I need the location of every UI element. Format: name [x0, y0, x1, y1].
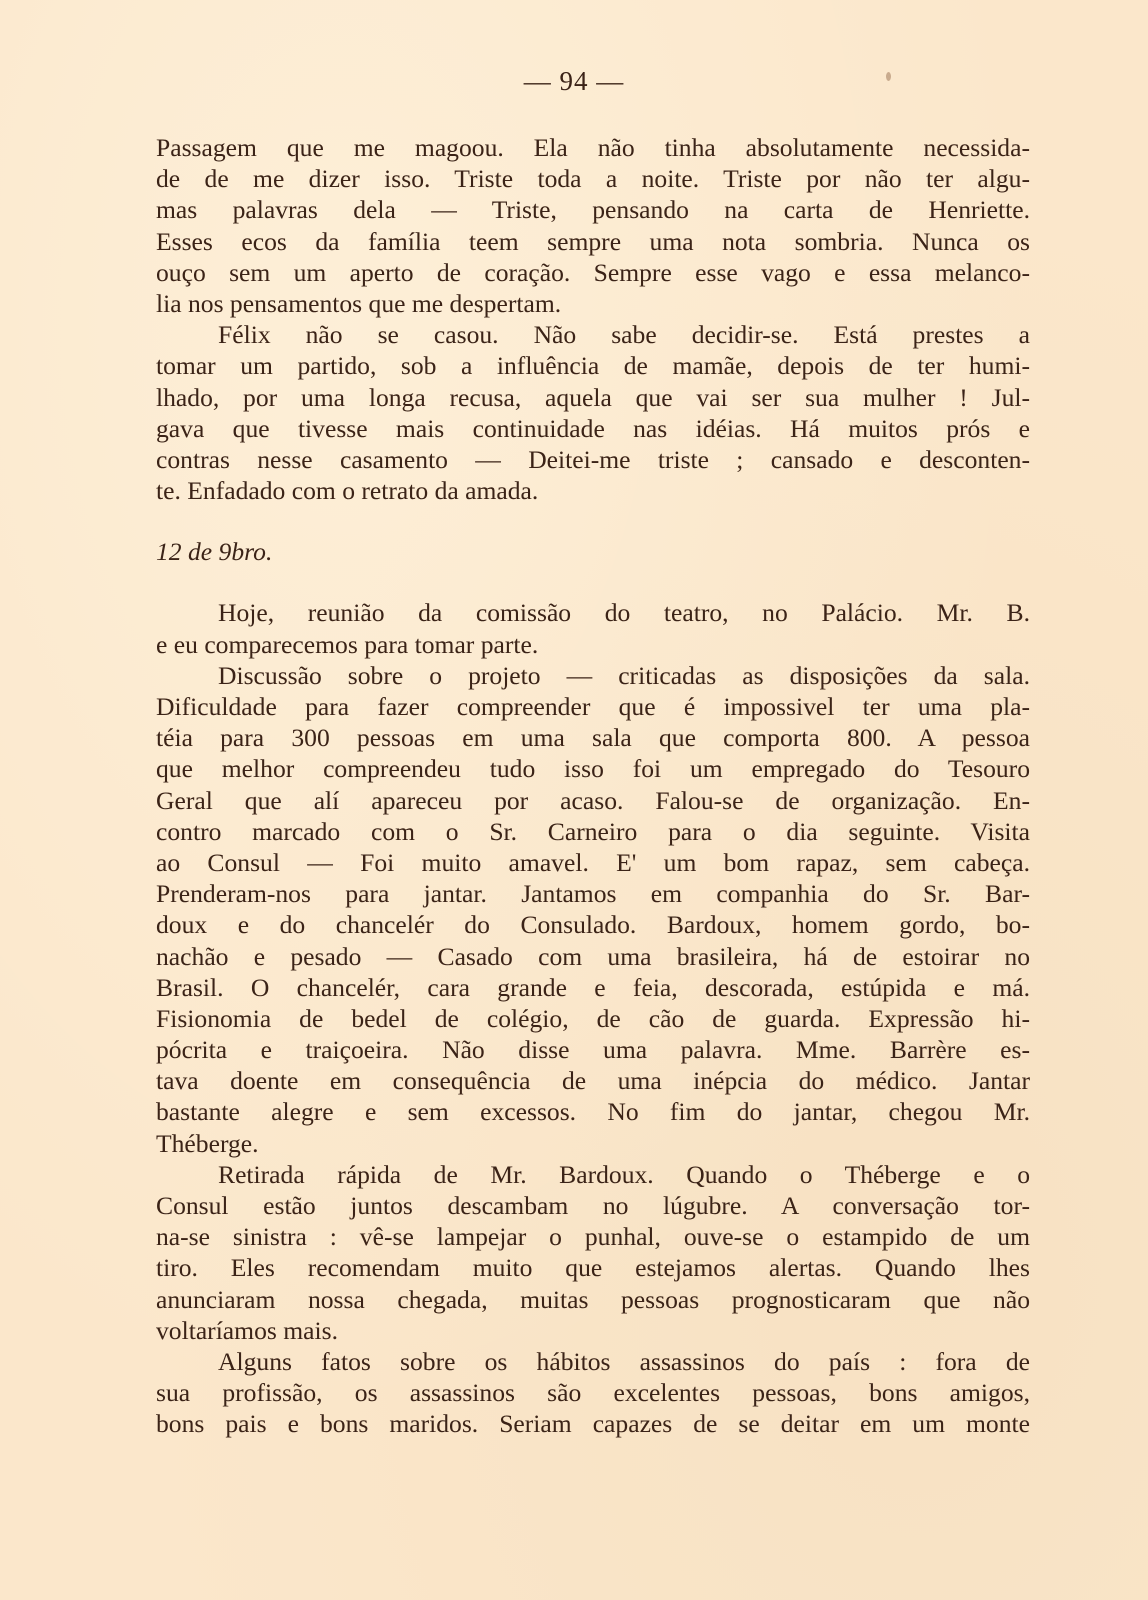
text-line: Alguns fatos sobre os hábitos assassinos do país : fora de — [218, 1346, 1030, 1376]
text-line: tomar um partido, sob a influência de mamãe, depois de ter humi- — [156, 351, 1030, 381]
text-line: Dificuldade para fazer compreender que é impossivel ter uma pla- — [156, 692, 1030, 721]
text-line: Félix não se casou. Não sabe decidir-se. Está prestes a — [218, 320, 1030, 350]
paragraph — [156, 1159, 1030, 1346]
paragraph — [156, 1346, 1030, 1440]
text-line: bastante alegre e sem excessos. No fim do jantar, chegou Mr. — [156, 1097, 1030, 1127]
diary-entry — [156, 132, 1030, 506]
text-line: tiro. Eles recomendam muito que estejamos alertas. Quando lhes — [156, 1253, 1030, 1283]
paragraph — [156, 319, 1030, 506]
text-line: contras nesse casamento — Deitei-me triste ; cansado e desconten- — [156, 444, 1030, 474]
page-number: — 94 — — [523, 66, 625, 96]
text-line: e eu comparecemos para tomar parte. — [156, 629, 539, 659]
text-line: gava que tivesse mais continuidade nas idéias. Há muitos prós e — [156, 413, 1030, 443]
paragraph — [156, 660, 1030, 1159]
text-line: ouço sem um aperto de coração. Sempre esse vago e essa melanco- — [156, 257, 1030, 287]
text-line: ao Consul — Foi muito amavel. E' um bom rapaz, sem cabeça. — [156, 847, 1030, 877]
text-line: Retirada rápida de Mr. Bardoux. Quando o Théberge e o — [218, 1159, 1030, 1189]
text-line: Esses ecos da família teem sempre uma nota sombria. Nunca os — [156, 226, 1030, 256]
body-text — [156, 132, 1030, 1440]
paragraph — [156, 597, 1030, 659]
text-line: Fisionomia de bedel de colégio, de cão de guarda. Expressão hi- — [156, 1003, 1030, 1033]
text-line: Consul estão juntos descambam no lúgubre. A conversação tor- — [156, 1191, 1030, 1220]
text-line: Brasil. O chancelér, cara grande e feia, descorada, estúpida e má. — [156, 972, 1030, 1002]
text-line: mas palavras dela — Triste, pensando na carta de Henriette. — [156, 195, 1030, 225]
text-line: doux e do chancelér do Consulado. Bardoux, homem gordo, bo- — [156, 910, 1030, 940]
ink-speck — [886, 72, 891, 81]
text-line: Passagem que me magoou. Ela não tinha absolutamente necessida- — [156, 133, 1030, 162]
text-line: que melhor compreendeu tudo isso foi um empregado do Tesouro — [156, 754, 1030, 784]
entry-date-heading: 12 de 9bro. — [156, 537, 273, 567]
text-line: contro marcado com o Sr. Carneiro para o dia seguinte. Visita — [156, 816, 1030, 846]
text-line: sua profissão, os assassinos são excelentes pessoas, bons amigos, — [156, 1378, 1030, 1408]
text-line: te. Enfadado com o retrato da amada. — [156, 476, 539, 506]
text-line: nachão e pesado — Casado com uma brasileira, há de estoirar no — [156, 941, 1030, 971]
text-line: anunciaram nossa chegada, muitas pessoas prognosticaram que não — [156, 1284, 1030, 1314]
text-line: Hoje, reunião da comissão do teatro, no Palácio. Mr. B. — [218, 598, 1030, 628]
text-line: Geral que alí apareceu por acaso. Falou-se de organização. En- — [156, 785, 1030, 815]
text-line: tava doente em consequência de uma inépcia do médico. Jantar — [156, 1066, 1030, 1096]
text-line: Prenderam-nos para jantar. Jantamos em companhia do Sr. Bar- — [156, 879, 1030, 909]
text-line: Discussão sobre o projeto — criticadas as disposições da sala. — [218, 660, 1030, 690]
text-line: lhado, por uma longa recusa, aquela que vai ser sua mulher ! Jul- — [156, 382, 1030, 412]
text-line: na-se sinistra : vê-se lampejar o punhal, ouve-se o estampido de um — [156, 1222, 1030, 1252]
text-line: voltaríamos mais. — [156, 1315, 338, 1345]
text-line: bons pais e bons maridos. Seriam capazes de se deitar em um monte — [156, 1409, 1030, 1439]
text-line: pócrita e traiçoeira. Não disse uma palavra. Mme. Barrère es- — [156, 1035, 1030, 1065]
text-line: téia para 300 pessoas em uma sala que comporta 800. A pessoa — [156, 723, 1030, 753]
diary-entry — [156, 536, 1030, 1439]
text-line: Théberge. — [156, 1128, 259, 1158]
text-flow — [156, 132, 1030, 1440]
text-line: de de me dizer isso. Triste toda a noite. Triste por não ter algu- — [156, 164, 1030, 194]
paragraph — [156, 132, 1030, 319]
text-line: lia nos pensamentos que me despertam. — [156, 288, 562, 318]
